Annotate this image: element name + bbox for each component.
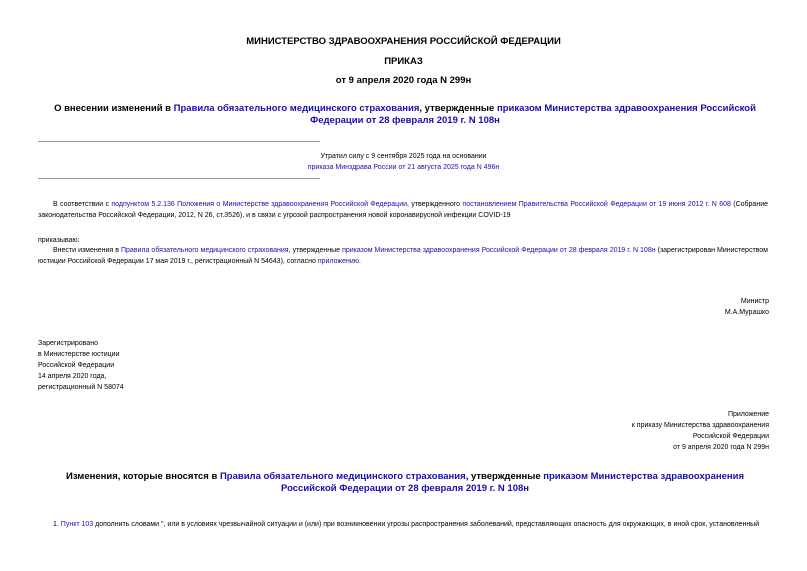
doc-type-heading: ПРИКАЗ: [384, 56, 423, 67]
status-top-rule: [38, 141, 320, 142]
appendix-line: от 9 апреля 2020 года N 299н: [673, 444, 769, 451]
preamble-paragraph: [38, 199, 768, 221]
p2-end: .: [359, 258, 361, 265]
title-prefix: О внесении изменений в: [54, 103, 174, 114]
appendix-link[interactable]: приложению: [317, 258, 360, 265]
ministry-heading: МИНИСТЕРСТВО ЗДРАВООХРАНЕНИЯ РОССИЙСКОЙ ФЕДЕРАЦИИ: [246, 36, 561, 47]
item-1: [53, 519, 768, 530]
registration-line: в Министерстве юстиции: [38, 351, 120, 358]
main-paragraph: [38, 245, 768, 267]
appendix-line: Приложение: [727, 411, 769, 418]
changes-rules-link[interactable]: Правила обязательного медицинского страхования: [219, 471, 466, 482]
status-repeal-link[interactable]: приказа Минздрава России от 21 августа 2025 года N 496н: [307, 164, 500, 171]
regulation-link[interactable]: подпунктом 5.2.136 Положения о Министерстве здравоохранения Российской Федерации: [111, 201, 408, 208]
doc-date-heading: от 9 апреля 2020 года N 299н: [335, 75, 472, 86]
appendix-block: [632, 409, 769, 453]
item-1-text: дополнить словами ", или в условиях чрезвычайной ситуации и (или) при возникновении угрозы распространения заболеваний, представляющих опасность для окружающих, в иной срок, установленный: [93, 521, 760, 528]
title-mid: , утвержденные: [419, 103, 497, 114]
title-order-link[interactable]: приказом Министерства здравоохранения Российской Федерации от 28 февраля 2019 г. N 108н: [310, 103, 756, 126]
status-bottom-rule: [38, 178, 320, 179]
registration-line: регистрационный N 58074: [38, 384, 124, 391]
changes-title: [50, 471, 760, 495]
p2-text: Внести изменения в: [53, 247, 121, 254]
appendix-line: к приказу Министерства здравоохранения: [631, 422, 769, 429]
signature-name: М.А.Мурашко: [724, 309, 769, 316]
p2-rules-link[interactable]: Правила обязательного медицинского страхования: [120, 247, 289, 254]
registration-block: [38, 338, 124, 393]
signature-position: Министр: [740, 298, 769, 305]
item-1-number: 1.: [53, 521, 61, 528]
status-line: Утратил силу с 9 сентября 2025 года на основании: [320, 153, 487, 160]
order-title: [40, 103, 770, 127]
registration-line: Российской Федерации: [38, 362, 115, 369]
changes-order-link[interactable]: приказом Министерства здравоохранения Российской Федерации от 28 февраля 2019 г. N 108н: [281, 471, 744, 494]
government-decree-link[interactable]: постановлением Правительства Российской Федерации от 19 июня 2012 г. N 608: [462, 201, 731, 208]
order-word: приказываю:: [38, 237, 80, 244]
status-block: [200, 151, 607, 173]
signature-block: [725, 296, 769, 318]
appendix-line: Российской Федерации: [692, 433, 769, 440]
registration-line: Зарегистрировано: [38, 340, 98, 347]
title-rules-link[interactable]: Правила обязательного медицинского страхования: [173, 103, 420, 114]
p1-text-2: , утвержденного: [407, 201, 463, 208]
p1-text: В соответствии с: [53, 201, 112, 208]
p2-order-link[interactable]: приказом Министерства здравоохранения Российской Федерации от 28 февраля 2019 г. N 108н: [342, 247, 656, 254]
p1-text-3: (Собрание законодательства Российской Федерации, 2012, N 26, ст.3526), и в связи с угрозой распространения новой коронавирусной инфекции COVID-19: [38, 201, 768, 219]
p2-text-2: , утвержденные: [288, 247, 343, 254]
changes-title-mid: , утвержденные: [465, 471, 544, 482]
p2-text-3: (зарегистрирован Министерством юстиции Российской Федерации 17 мая 2019 г., регистрационный N 54643), согласно: [38, 247, 768, 265]
item-1-point-link[interactable]: Пункт 103: [60, 521, 94, 528]
changes-title-prefix: Изменения, которые вносятся в: [65, 471, 220, 482]
registration-line: 14 апреля 2020 года,: [38, 373, 107, 380]
